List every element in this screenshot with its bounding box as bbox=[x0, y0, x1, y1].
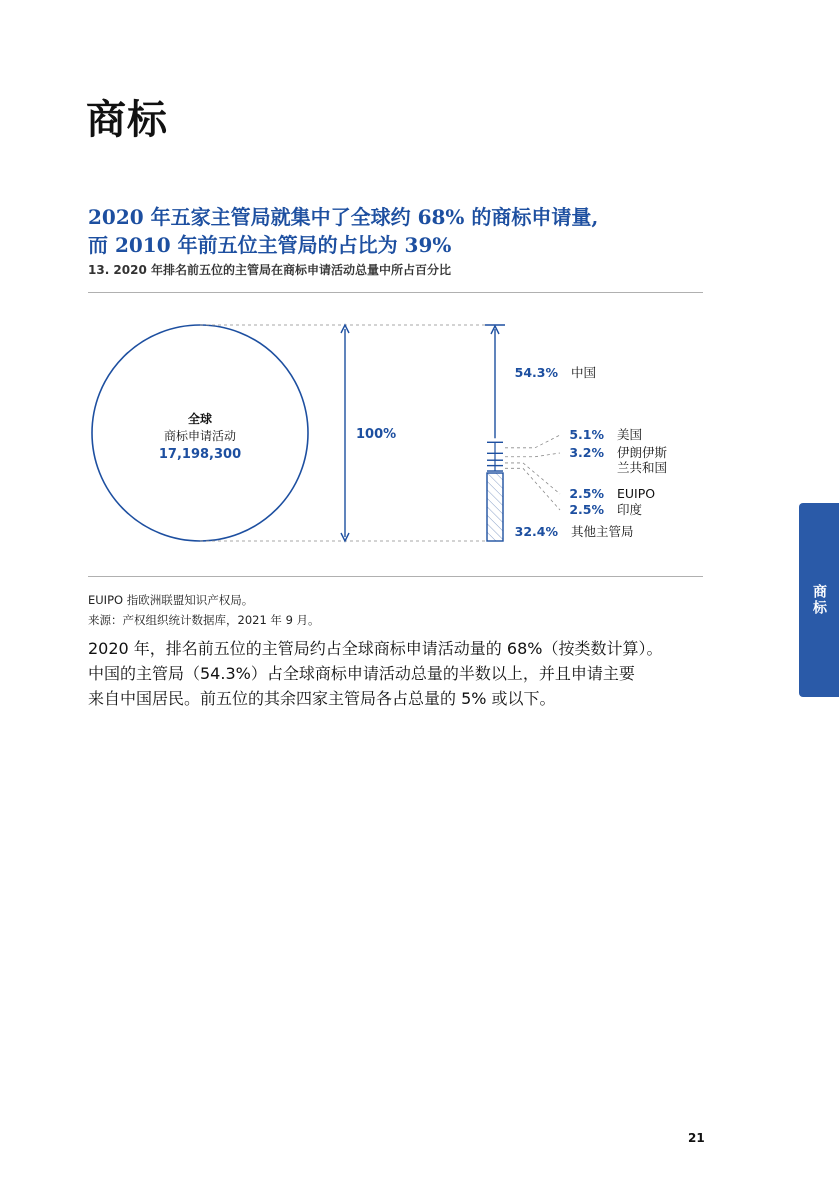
figure-subtitle: 13. 2020 年排名前五位的主管局在商标申请活动总量中所占百分比 bbox=[88, 263, 452, 277]
figure-top-rule bbox=[88, 292, 703, 293]
value-label: 2.5% bbox=[569, 502, 604, 517]
value-label: 5.1% bbox=[569, 427, 604, 442]
category-label: 其他主管局 bbox=[571, 524, 634, 539]
stacked-share-column bbox=[485, 325, 668, 541]
page-number: 21 bbox=[688, 1131, 705, 1145]
body-line-3: 来自中国居民。前五位的其余四家主管局各占总量的 5% 或以下。 bbox=[88, 689, 556, 708]
circle-label-line-2: 商标申请活动 bbox=[163, 429, 237, 443]
category-label: 中国 bbox=[571, 365, 597, 380]
body-paragraph bbox=[88, 636, 713, 711]
category-label: EUIPO bbox=[617, 486, 656, 501]
value-label: 2.5% bbox=[569, 486, 604, 501]
page-heading: 商标 bbox=[86, 97, 168, 143]
body-line-2: 中国的主管局（54.3%）占全球商标申请活动总量的半数以上，并且申请主要 bbox=[88, 664, 635, 683]
value-label: 32.4% bbox=[514, 524, 558, 539]
figure-bottom-rule bbox=[88, 576, 703, 577]
figure-title-line-2: 而 2010 年前五位主管局的占比为 39% bbox=[88, 233, 452, 257]
side-tab-label: 商标 bbox=[811, 584, 827, 616]
figure-source: 来源：产权组织统计数据库，2021 年 9 月。 bbox=[88, 613, 320, 627]
section-side-tab[interactable] bbox=[799, 503, 839, 697]
circle-total-value: 17,198,300 bbox=[158, 447, 242, 462]
figure-title bbox=[88, 203, 708, 259]
value-label: 54.3% bbox=[514, 365, 558, 380]
category-label: 美国 bbox=[617, 427, 643, 442]
category-label: 印度 bbox=[617, 502, 643, 517]
figure-note: EUIPO 指欧洲联盟知识产权局。 bbox=[88, 593, 254, 607]
total-label: 100% bbox=[356, 427, 397, 442]
circle-label-line-1: 全球 bbox=[187, 412, 213, 426]
leader-line bbox=[505, 453, 560, 457]
body-line-1: 2020 年，排名前五位的主管局约占全球商标申请活动量的 68%（按类数计算）。 bbox=[88, 639, 663, 658]
figure-title-line-1: 2020 年五家主管局就集中了全球约 68% 的商标申请量, bbox=[88, 205, 599, 229]
share-chart bbox=[0, 300, 839, 570]
value-label: 3.2% bbox=[569, 445, 604, 460]
category-label: 伊朗伊斯 bbox=[617, 445, 668, 460]
leader-line bbox=[505, 435, 560, 448]
leader-line bbox=[505, 468, 560, 510]
segment-bar-others bbox=[487, 473, 503, 541]
category-label: 兰共和国 bbox=[617, 460, 668, 475]
